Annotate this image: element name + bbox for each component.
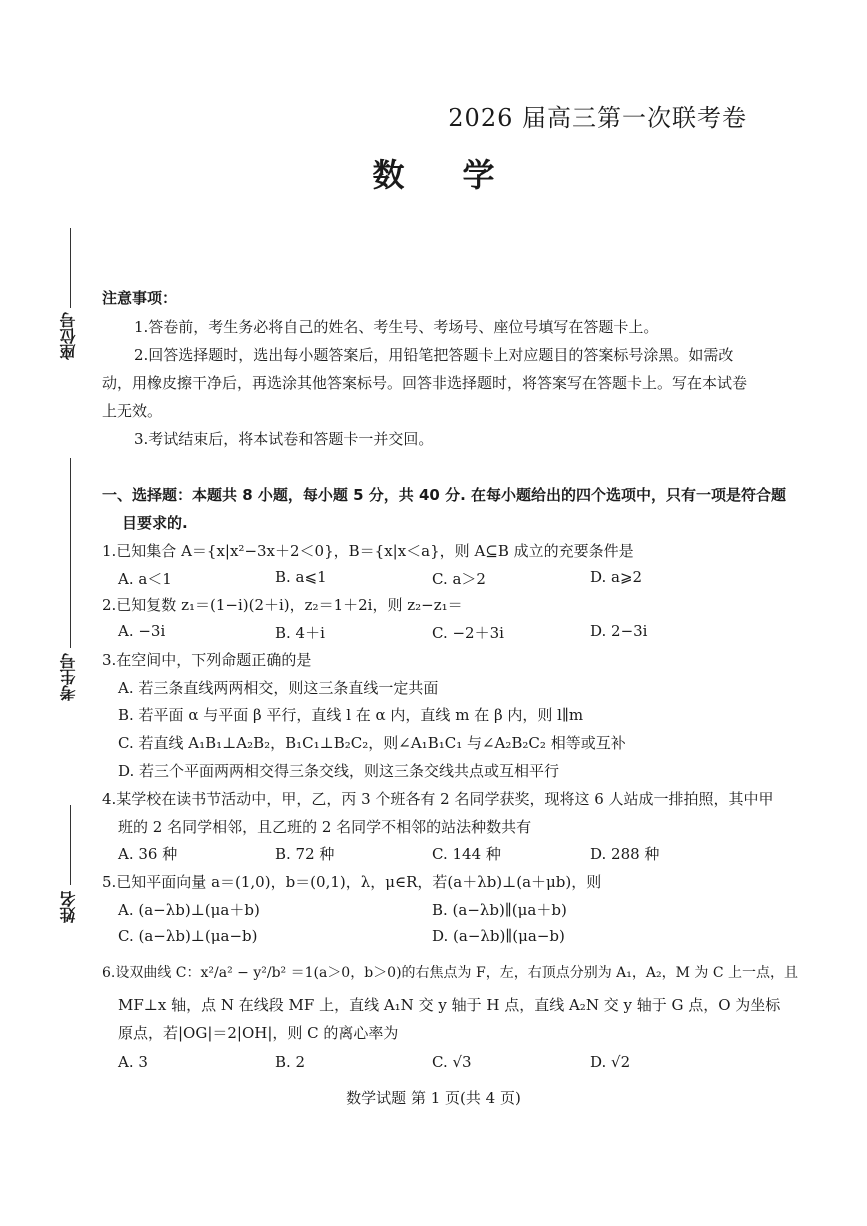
question-2-option-c: C. −2＋3i — [432, 624, 504, 642]
question-4-stem-line-1: 4.某学校在读书节活动中，甲，乙，丙 3 个班各有 2 名同学获奖，现将这 6 人站成一排拍照，其中甲 — [102, 790, 774, 808]
name-label: 姓名 — [59, 891, 78, 923]
exam-number-line — [70, 458, 71, 648]
question-5-option-d: D. (a−λb)∥(μa−b) — [432, 927, 565, 945]
question-5-stem: 5.已知平面向量 a＝(1,0)，b＝(0,1)，λ，μ∈R，若(a＋λb)⊥(a＋μb)，则 — [102, 873, 602, 891]
question-1-stem: 1.已知集合 A＝{x|x²−3x＋2＜0}，B＝{x|x＜a}，则 A⊆B 成立的充要条件是 — [102, 542, 634, 560]
question-3-option-d: D. 若三个平面两两相交得三条交线，则这三条交线共点或互相平行 — [118, 762, 560, 780]
question-4-option-a: A. 36 种 — [118, 845, 178, 863]
exam-title: 2026 届高三第一次联考卷 — [448, 104, 747, 132]
question-3-option-c: C. 若直线 A₁B₁⊥A₂B₂，B₁C₁⊥B₂C₂，则∠A₁B₁C₁ 与∠A₂B₂C₂ 相等或互补 — [118, 734, 626, 752]
question-2-option-d: D. 2−3i — [590, 622, 648, 640]
name-field — [54, 805, 84, 930]
seat-number-line — [70, 228, 71, 308]
notice-item-2-line-2: 动，用橡皮擦干净后，再选涂其他答案标号。回答非选择题时，将答案写在答题卡上。写在本试卷 — [102, 374, 748, 392]
question-1-option-b: B. a⩽1 — [275, 568, 327, 586]
question-3-option-a: A. 若三条直线两两相交，则这三条直线一定共面 — [118, 679, 439, 697]
notice-title: 注意事项： — [102, 289, 178, 307]
question-3-option-b: B. 若平面 α 与平面 β 平行，直线 l 在 α 内，直线 m 在 β 内，则 l∥m — [118, 706, 584, 724]
question-2-option-a: A. −3i — [118, 622, 166, 640]
question-1-option-d: D. a⩾2 — [590, 568, 643, 586]
notice-item-1: 1.答卷前，考生务必将自己的姓名、考生号、考场号、座位号填写在答题卡上。 — [134, 318, 659, 336]
question-6-option-c: C. √3 — [432, 1053, 472, 1071]
question-3-stem: 3.在空间中，下列命题正确的是 — [102, 651, 312, 669]
exam-number-field — [54, 458, 84, 708]
seat-number-label: 座位号 — [59, 312, 78, 360]
seat-number-field — [54, 228, 84, 368]
question-6-option-a: A. 3 — [118, 1053, 148, 1071]
question-6-stem-line-2: MF⊥x 轴，点 N 在线段 MF 上，直线 A₁N 交 y 轴于 H 点，直线 A₂N 交 y 轴于 G 点，O 为坐标 — [118, 996, 781, 1014]
question-4-stem-line-2: 班的 2 名同学相邻，且乙班的 2 名同学不相邻的站法种数共有 — [118, 818, 532, 836]
section-1-heading-cont: 目要求的. — [122, 514, 188, 532]
notice-item-2-line-1: 2.回答选择题时，选出每小题答案后，用铅笔把答题卡上对应题目的答案标号涂黑。如需改 — [134, 346, 734, 364]
notice-item-2-line-3: 上无效。 — [102, 402, 163, 420]
question-6-option-b: B. 2 — [275, 1053, 306, 1071]
question-6-option-d: D. √2 — [590, 1053, 631, 1071]
exam-number-label: 考生号 — [59, 653, 78, 701]
question-4-option-d: D. 288 种 — [590, 845, 660, 863]
question-4-option-c: C. 144 种 — [432, 845, 501, 863]
question-5-option-b: B. (a−λb)∥(μa＋b) — [432, 901, 567, 919]
question-1-option-a: A. a＜1 — [118, 570, 172, 588]
question-6-stem-line-3: 原点，若|OG|＝2|OH|，则 C 的离心率为 — [118, 1024, 399, 1042]
name-line — [70, 805, 71, 885]
question-2-option-b: B. 4＋i — [275, 624, 325, 642]
page-footer: 数学试题 第 1 页(共 4 页) — [346, 1089, 521, 1107]
notice-item-3: 3.考试结束后，将本试卷和答题卡一并交回。 — [134, 430, 434, 448]
question-6-stem-line-1: 6.设双曲线 C：x²/a² − y²/b² ＝1(a＞0，b＞0)的右焦点为 F，左，右顶点分别为 A₁，A₂，M 为 C 上一点，且 — [102, 965, 799, 981]
question-5-option-a: A. (a−λb)⊥(μa＋b) — [118, 901, 260, 919]
subject-title: 数学 — [372, 156, 553, 194]
question-4-option-b: B. 72 种 — [275, 845, 335, 863]
question-2-stem: 2.已知复数 z₁＝(1−i)(2＋i)，z₂＝1＋2i，则 z₂−z₁＝ — [102, 596, 463, 614]
section-1-heading: 一、选择题：本题共 8 小题，每小题 5 分，共 40 分. 在每小题给出的四个选项中，只有一项是符合题 — [102, 486, 787, 504]
question-5-option-c: C. (a−λb)⊥(μa−b) — [118, 927, 258, 945]
question-1-option-c: C. a＞2 — [432, 570, 486, 588]
